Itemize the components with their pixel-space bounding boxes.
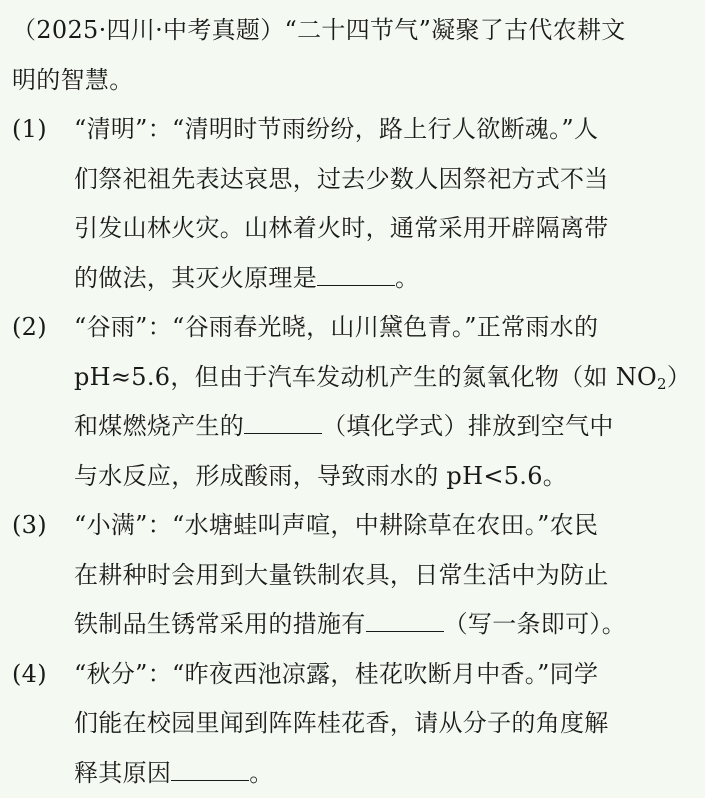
q4-text-1: “秋分”：“昨夜西池凉露，桂花吹断月中香。”同学 [74, 660, 598, 688]
q2-text-2b: ） [667, 363, 691, 391]
q3-number: (3) [12, 501, 74, 551]
q2-line-4: 与水反应，形成酸雨，导致雨水的 pH<5.6。 [12, 452, 695, 502]
q3-text-3a: 铁制品生锈常采用的措施有 [74, 610, 366, 638]
q1-line-1 [12, 105, 695, 155]
q4-line-2: 们能在校园里闻到阵阵桂花香，请从分子的角度解 [12, 699, 695, 749]
q1-line-4 [12, 254, 695, 304]
q3-line-1 [12, 501, 695, 551]
question-4 [12, 650, 695, 798]
question-1 [12, 105, 695, 303]
q1-line-2: 们祭祀祖先表达哀思，过去少数人因祭祀方式不当 [12, 155, 695, 205]
intro-line-1: （2025·四川·中考真题）“二十四节气”凝聚了古代农耕文 [12, 6, 695, 56]
question-2 [12, 303, 695, 501]
q2-text-3b: （填化学式）排放到空气中 [322, 412, 614, 440]
q3-line-2: 在耕种时会用到大量铁制农具，日常生活中为防止 [12, 551, 695, 601]
q4-line-1 [12, 650, 695, 700]
q2-line-1 [12, 303, 695, 353]
q2-answer-blank[interactable] [244, 413, 322, 434]
q1-text-1: “清明”：“清明时节雨纷纷，路上行人欲断魂。”人 [74, 115, 598, 143]
q4-number: (4) [12, 650, 74, 700]
q1-number: (1) [12, 105, 74, 155]
q2-text-3a: 和煤燃烧产生的 [74, 412, 244, 440]
q3-text-1: “小满”：“水塘蛙叫声喧，中耕除草在农田。”农民 [74, 511, 598, 539]
q1-answer-blank[interactable] [317, 265, 395, 286]
q2-text-2a: pH≈5.6，但由于汽车发动机产生的氮氧化物（如 NO [74, 363, 657, 391]
q1-text-4b: 。 [395, 264, 419, 292]
q2-number: (2) [12, 303, 74, 353]
q3-line-3 [12, 600, 695, 650]
q2-subscript: 2 [657, 375, 667, 393]
q3-answer-blank[interactable] [366, 611, 444, 632]
question-3 [12, 501, 695, 650]
q1-text-4a: 的做法，其灭火原理是 [74, 264, 317, 292]
q4-text-3b: 。 [249, 759, 273, 787]
q3-text-3b: （写一条即可）。 [444, 610, 626, 638]
q2-line-2 [12, 353, 695, 403]
q4-line-3 [12, 749, 695, 798]
q2-line-3 [12, 402, 695, 452]
q4-answer-blank[interactable] [171, 760, 249, 781]
q4-text-3a: 释其原因 [74, 759, 171, 787]
q1-line-3: 引发山林火灾。山林着火时，通常采用开辟隔离带 [12, 204, 695, 254]
intro-line-2: 明的智慧。 [12, 56, 695, 106]
q2-text-1: “谷雨”：“谷雨春光晓，山川黛色青。”正常雨水的 [74, 313, 598, 341]
